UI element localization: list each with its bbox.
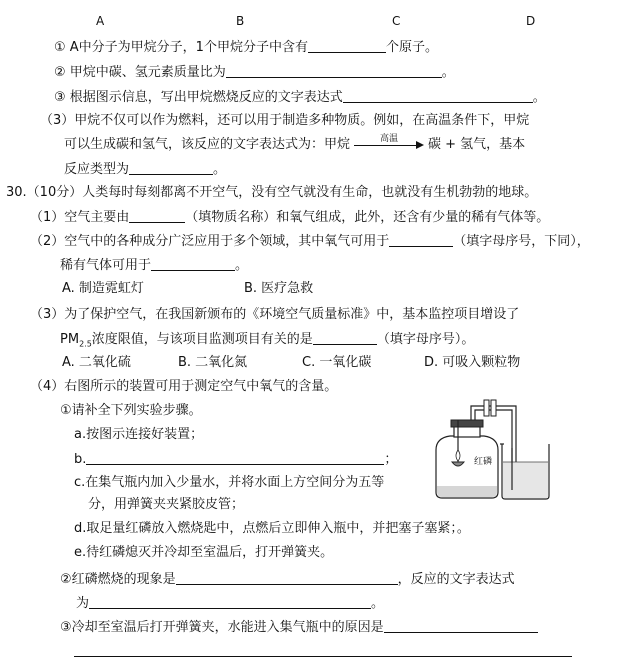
answer-blank[interactable] bbox=[74, 642, 572, 657]
figure-label-b: B bbox=[236, 14, 245, 28]
q29-item-3: ③ 根据图示信息，写出甲烷燃烧反应的文字表达式 。 bbox=[54, 90, 546, 105]
step-b: b. ； bbox=[74, 452, 398, 467]
answer-blank[interactable] bbox=[89, 594, 371, 609]
answer-blank[interactable] bbox=[313, 330, 377, 345]
answer-blank[interactable] bbox=[86, 450, 384, 465]
q29-item-2: ② 甲烷中碳、氢元素质量比为 。 bbox=[54, 65, 455, 80]
answer-blank[interactable] bbox=[389, 232, 453, 247]
answer-blank[interactable] bbox=[151, 256, 235, 271]
apparatus-figure bbox=[428, 392, 558, 502]
arrow-condition: 高温 bbox=[380, 134, 399, 144]
q30-part-3-cont: $PM_{2.5}$浓度限值，与该项目监测项目有关的是 （填字母序号）。 bbox=[60, 332, 475, 349]
q30-part-4-sub-2: ②红磷燃烧的现象是 ，反应的文字表达式 bbox=[60, 572, 515, 587]
q30-part-2-option-a: A. 制造霓虹灯 bbox=[62, 281, 144, 296]
answer-blank[interactable] bbox=[129, 208, 185, 223]
answer-blank[interactable] bbox=[308, 38, 386, 53]
step-c-line-1: c.在集气瓶内加入少量水，并将水面上方空间分为五等 bbox=[74, 475, 385, 490]
flame bbox=[456, 450, 460, 461]
answer-blank[interactable] bbox=[343, 88, 533, 103]
q30-part-4: （4）右图所示的装置可用于测定空气中氧气的含量。 bbox=[30, 379, 338, 394]
bottle-water bbox=[437, 486, 497, 497]
q30-part-2-option-b: B. 医疗急救 bbox=[244, 281, 314, 296]
figure-label-c: C bbox=[392, 14, 401, 28]
figure-label-d: D bbox=[526, 14, 536, 28]
q30-part-4-sub-3-cont bbox=[74, 642, 572, 661]
q30-intro: 30.（10分）人类每时每刻都离不开空气，没有空气就没有生命，也就没有生机勃勃的地球。 bbox=[6, 185, 538, 200]
q30-part-4-sub-3: ③冷却至室温后打开弹簧夹，水能进入集气瓶中的原因是 bbox=[60, 618, 538, 637]
q30-part-4-sub-1: ①请补全下列实验步骤。 bbox=[60, 403, 202, 418]
answer-blank[interactable] bbox=[129, 160, 213, 175]
q30-part-4-sub-2-cont: 为 。 bbox=[76, 596, 385, 611]
q29-part-3-line-1: （3）甲烷不仅可以作为燃料，还可以用于制造多种物质。例如，在高温条件下，甲烷 bbox=[40, 113, 530, 128]
q30-part-3-option-c: C. 一氧化碳 bbox=[302, 355, 372, 370]
answer-blank[interactable] bbox=[176, 570, 398, 585]
q30-part-3-option-d: D. 可吸入颗粒物 bbox=[424, 355, 521, 370]
answer-blank[interactable] bbox=[384, 618, 538, 633]
q30-part-3-option-b: B. 二氧化氮 bbox=[178, 355, 248, 370]
reaction-arrow bbox=[354, 136, 424, 150]
q30-part-3: （3）为了保护空气，在我国新颁布的《环境空气质量标准》中，基本监控项目增设了 bbox=[30, 307, 520, 322]
figure-label-phosphorus: 红磷 bbox=[474, 457, 493, 467]
answer-blank[interactable] bbox=[226, 63, 442, 78]
q30-part-2-cont: 稀有气体可用于 。 bbox=[60, 258, 249, 273]
step-d: d.取足量红磷放入燃烧匙中，点燃后立即伸入瓶中，并把塞子塞紧；。 bbox=[74, 521, 470, 536]
q29-part-3-line-3: 反应类型为 。 bbox=[64, 162, 227, 177]
q30-part-1: （1）空气主要由 （填物质名称）和氧气组成，此外，还含有少量的稀有气体等。 bbox=[30, 210, 550, 225]
q30-part-3-option-a: A. 二氧化硫 bbox=[62, 355, 131, 370]
rubber-stopper bbox=[451, 420, 483, 427]
q30-part-2: （2）空气中的各种成分广泛应用于多个领域，其中氧气可用于 （填字母序号，下同）， bbox=[30, 234, 590, 249]
step-e: e.待红磷熄灭并冷却至室温后，打开弹簧夹。 bbox=[74, 545, 334, 560]
spring-clamp bbox=[484, 400, 489, 416]
beaker-water bbox=[503, 462, 548, 498]
q29-item-1: ① A中分子为甲烷分子，1个甲烷分子中含有 个原子。 bbox=[54, 40, 438, 55]
step-c-line-2: 分，用弹簧夹夹紧胶皮管； bbox=[88, 497, 245, 512]
q29-part-3-line-2: 可以生成碳和氢气，该反应的文字表达式为：甲烷 高温 碳 + 氢气，基本 bbox=[64, 136, 525, 154]
step-a: a.按图示连接好装置； bbox=[74, 427, 204, 442]
figure-label-a: A bbox=[96, 14, 105, 28]
